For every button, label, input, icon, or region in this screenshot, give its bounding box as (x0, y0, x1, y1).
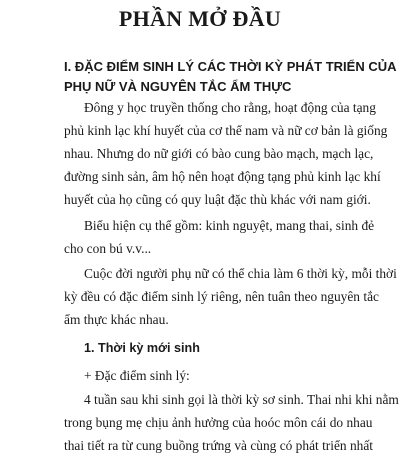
paragraph-3-line-1: Cuộc đời người phụ nữ có thể chia làm 6 thời kỳ, mỗi thời (84, 266, 397, 281)
subsection-heading: 1. Thời kỳ mới sinh (84, 341, 200, 355)
paragraph-1-line-5: huyết của họ cũng có quy luật đặc thù khác với nam giới. (64, 192, 371, 207)
paragraph-4-line-3: thai tiết ra từ cung buồng trứng và cùng có phát triển nhất (64, 438, 374, 453)
paragraph-4-line-2: trong bụng mẹ chịu ảnh hưởng của hoóc môn cái do nhau (64, 415, 373, 430)
paragraph-4-line-1: 4 tuần sau khi sinh gọi là thời kỳ sơ sinh. Thai nhi khi nằm (84, 392, 399, 407)
chapter-title: PHẦN MỞ ĐẦU (118, 6, 282, 31)
paragraph-2-line-1: Biểu hiện cụ thể gồm: kinh nguyệt, mang thai, sinh đẻ (84, 218, 375, 233)
paragraph-1-line-2: phủ kinh lạc khí huyết của cơ thể nam và nữ cơ bản là giống (64, 123, 388, 138)
paragraph-1-line-1: Đông y học truyền thống cho rằng, hoạt động của tạng (84, 100, 376, 115)
section-heading-line-2: PHỤ NỮ VÀ NGUYÊN TẮC ẨM THỰC (64, 79, 292, 94)
section-heading (64, 57, 397, 97)
paragraph-1-line-3: nhau. Nhưng do nữ giới có bào cung bào mạch, mạch lạc, (64, 146, 374, 161)
paragraph-1-line-4: đường sinh sản, âm hộ nên hoạt động tạng phủ kinh lạc khí (64, 169, 381, 184)
paragraph-3-line-2: kỳ đều có đặc điểm sinh lý riêng, nên tuân theo nguyên tắc (64, 289, 379, 304)
section-heading-line-1: I. ĐẶC ĐIỂM SINH LÝ CÁC THỜI KỲ PHÁT TRIỂN CỦA (64, 59, 397, 74)
bullet-item: + Đặc điểm sinh lý: (84, 368, 190, 383)
paragraph-3-line-3: ẩm thực khác nhau. (64, 312, 169, 327)
paragraph-2-line-2: cho con bú v.v... (64, 241, 152, 256)
